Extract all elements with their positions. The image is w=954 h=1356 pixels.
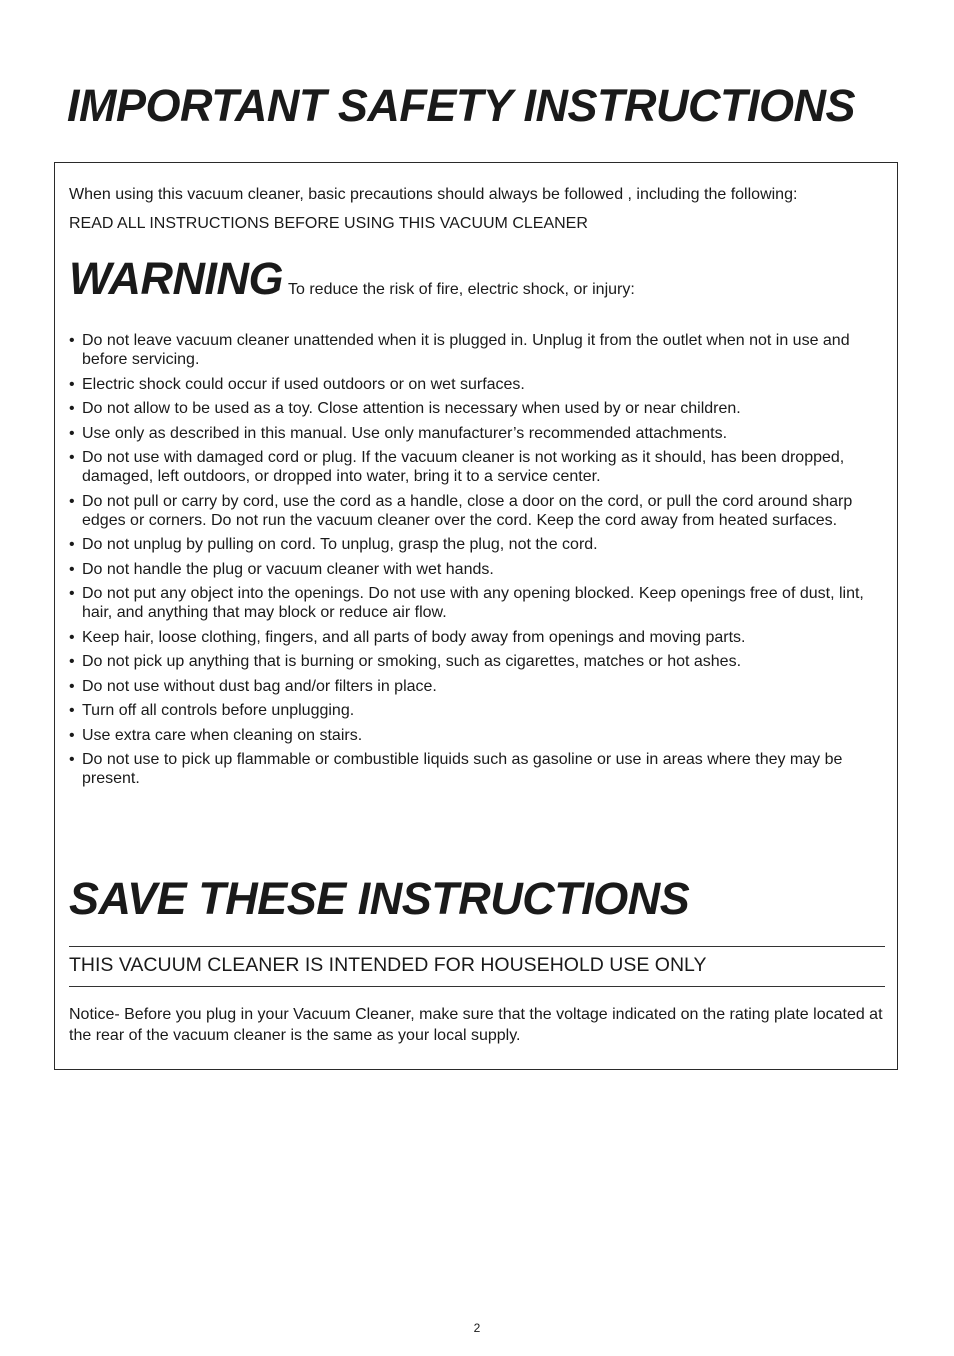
safety-bullet: • Keep hair, loose clothing, fingers, and all parts of body away from openings and moving parts. — [69, 628, 887, 647]
safety-bullet: • Do not put any object into the openings. Do not use with any opening blocked. Keep openings free of dust, lint, hair, and anything that may block or reduce air flow. — [69, 584, 887, 622]
safety-bullet: • Use only as described in this manual. Use only manufacturer’s recommended attachments. — [69, 424, 887, 443]
safety-bullet: • Do not use without dust bag and/or filters in place. — [69, 677, 887, 696]
safety-bullet: • Use extra care when cleaning on stairs. — [69, 726, 887, 745]
safety-bullet: • Do not use to pick up flammable or combustible liquids such as gasoline or use in areas where they may be present. — [69, 750, 887, 788]
household-use-note: THIS VACUUM CLEANER IS INTENDED FOR HOUSEHOLD USE ONLY — [69, 954, 707, 976]
safety-bullet: • Electric shock could occur if used outdoors or on wet surfaces. — [69, 375, 887, 394]
save-instructions-heading: SAVE THESE INSTRUCTIONS — [69, 873, 690, 924]
safety-bullet: • Do not pull or carry by cord, use the cord as a handle, close a door on the cord, or pull the cord around sharp edges or corners. Do not run the vacuum cleaner over the cord. Keep the cord away from heated surfaces. — [69, 492, 887, 530]
safety-bullet-list — [69, 331, 887, 794]
safety-bullet: • Do not handle the plug or vacuum cleaner with wet hands. — [69, 560, 887, 579]
warning-subtext: To reduce the risk of fire, electric shock, or injury: — [288, 281, 635, 298]
safety-instructions-box — [54, 162, 898, 1070]
safety-bullet: • Do not allow to be used as a toy. Close attention is necessary when used by or near children. — [69, 399, 887, 418]
safety-bullet: • Do not use with damaged cord or plug. If the vacuum cleaner is not working as it should, has been dropped, damaged, left outdoors, or dropped into water, bring it to a service center. — [69, 448, 887, 486]
safety-bullet: • Do not leave vacuum cleaner unattended when it is plugged in. Unplug it from the outlet when not in use and before servicing. — [69, 331, 887, 369]
voltage-notice: Notice- Before you plug in your Vacuum Cleaner, make sure that the voltage indicated on the rating plate located at the rear of the vacuum cleaner is the same as your local supply. — [69, 1006, 883, 1044]
page-title: IMPORTANT SAFETY INSTRUCTIONS — [67, 80, 856, 131]
bottom-divider — [69, 986, 885, 987]
top-divider — [69, 946, 885, 947]
safety-bullet: • Do not unplug by pulling on cord. To unplug, grasp the plug, not the cord. — [69, 535, 887, 554]
page-number: 2 — [473, 1321, 481, 1335]
safety-bullet: • Do not pick up anything that is burning or smoking, such as cigarettes, matches or hot ashes. — [69, 652, 887, 671]
safety-bullet: • Turn off all controls before unplugging. — [69, 701, 887, 720]
warning-word: WARNING — [69, 253, 283, 304]
intro-precautions-text: When using this vacuum cleaner, basic precautions should always be followed , including the following: — [69, 186, 798, 203]
read-instructions-text: READ ALL INSTRUCTIONS BEFORE USING THIS VACUUM CLEANER — [69, 215, 588, 232]
warning-heading — [69, 253, 635, 305]
